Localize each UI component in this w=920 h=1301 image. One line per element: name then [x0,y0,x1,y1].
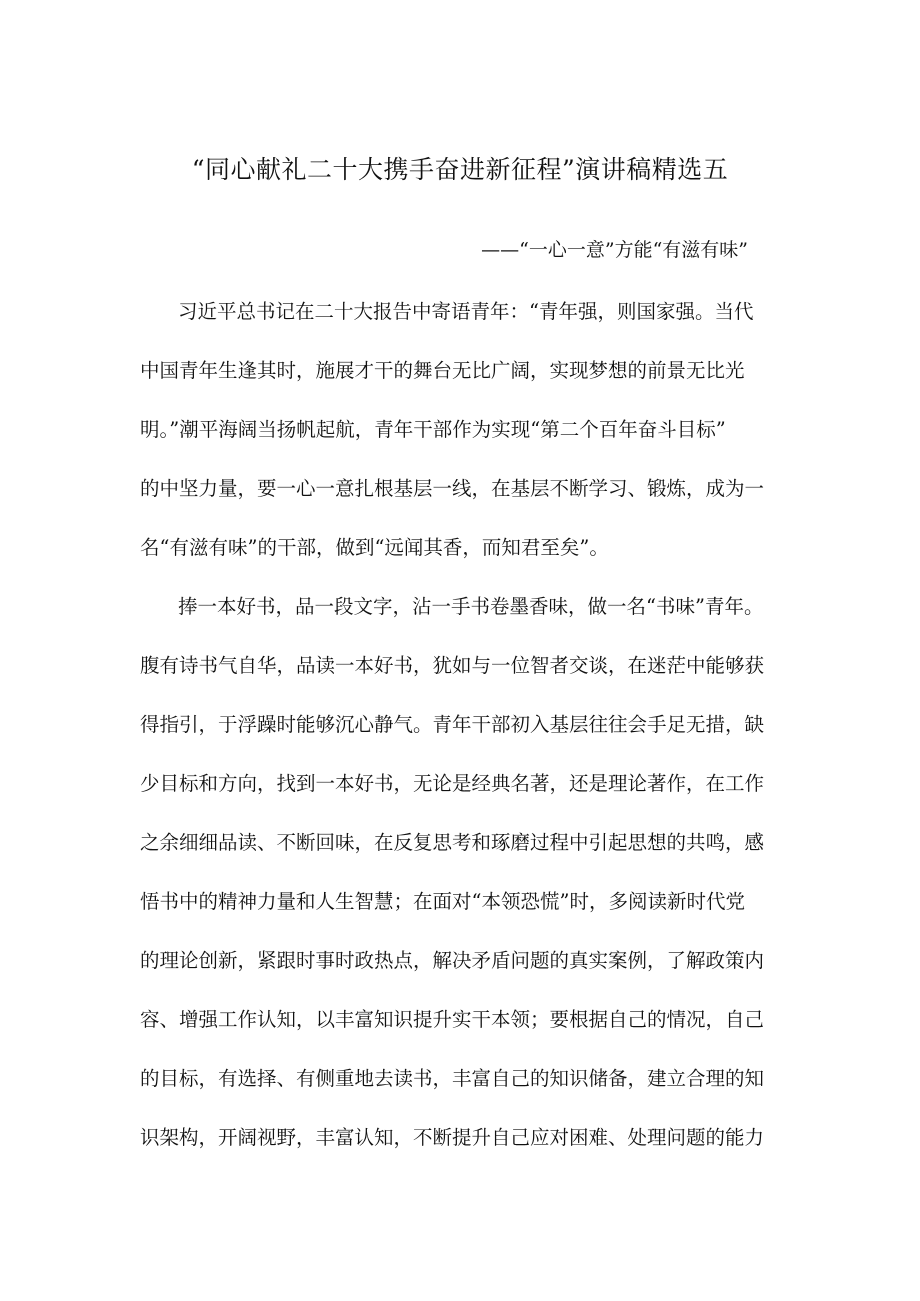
paragraph-line: 识架构，开阔视野，丰富认知，不断提升自己应对困难、处理问题的能力 [140,1126,765,1149]
paragraph-line: 习近平总书记在二十大报告中寄语青年：“青年强，则国家强。当代 [178,300,754,323]
paragraph-line: 悟书中的精神力量和人生智慧；在面对“本领恐慌”时，多阅读新时代党 [140,890,745,913]
document-subtitle: ——“一心一意”方能“有滋有味” [481,239,748,261]
paragraph-line: 明。”潮平海阔当扬帆起航，青年干部作为实现“第二个百年奋斗目标” [140,418,726,441]
paragraph-line: 中国青年生逢其时，施展才干的舞台无比广阔，实现梦想的前景无比光 [140,359,745,382]
paragraph-line: 之余细细品读、不断回味，在反复思考和琢磨过程中引起思想的共鸣，感 [140,831,765,854]
paragraph-line: 的中坚力量，要一心一意扎根基层一线，在基层不断学习、锻炼，成为一 [140,477,765,500]
paragraph-line: 名“有滋有味”的干部，做到“远闻其香，而知君至矣”。 [140,536,609,559]
paragraph-line: 容、增强工作认知，以丰富知识提升实干本领；要根据自己的情况，自己 [140,1008,765,1031]
document-title: “同心献礼二十大携手奋进新征程”演讲稿精选五 [191,155,729,184]
paragraph-line: 少目标和方向，找到一本好书，无论是经典名著，还是理论著作，在工作 [140,772,765,795]
paragraph-line: 得指引，于浮躁时能够沉心静气。青年干部初入基层往往会手足无措，缺 [140,713,765,736]
paragraph-line: 腹有诗书气自华，品读一本好书，犹如与一位智者交谈，在迷茫中能够获 [140,654,765,677]
paragraph-line: 的目标，有选择、有侧重地去读书，丰富自己的知识储备，建立合理的知 [140,1067,765,1090]
paragraph-line: 的理论创新，紧跟时事时政热点，解决矛盾问题的真实案例，了解政策内 [140,949,765,972]
paragraph-line: 捧一本好书，品一段文字，沾一手书卷墨香味，做一名“书味”青年。 [178,595,764,618]
